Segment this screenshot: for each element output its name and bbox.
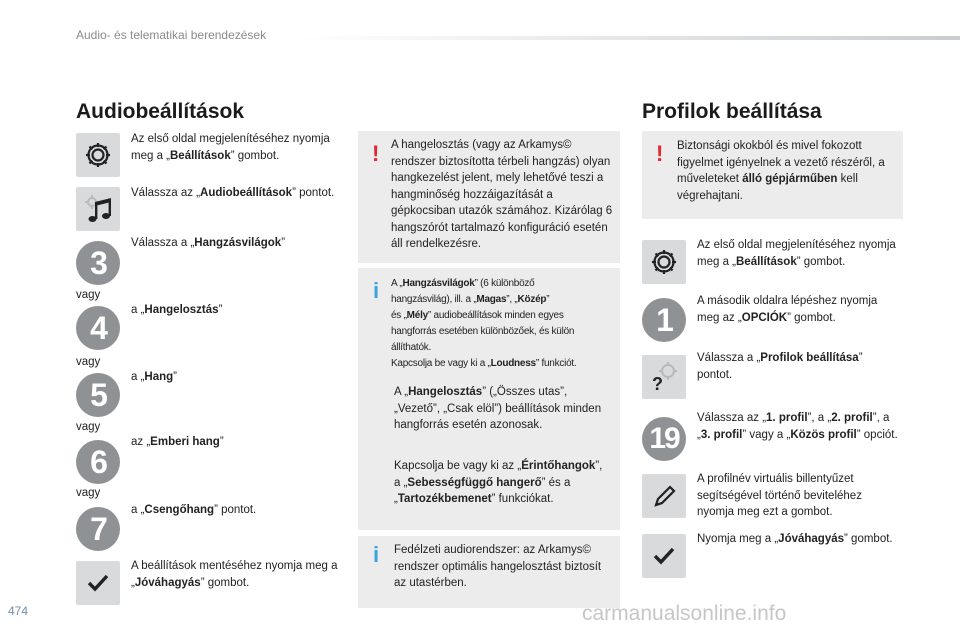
left-step-4: a „Hangelosztás” xyxy=(131,304,223,316)
music-note-icon xyxy=(76,187,120,231)
info-panel-arkamys xyxy=(358,536,620,608)
or-label: vagy xyxy=(76,356,101,368)
left-step-6: az „Emberi hang” xyxy=(131,436,224,448)
info-icon: i xyxy=(373,542,380,567)
left-step-3: Válassza a „Hangzásvilágok” xyxy=(131,237,286,249)
right-step-6: Nyomja meg a „Jóváhagyás” gombot. xyxy=(697,533,893,545)
step-number-badge: 4 xyxy=(76,306,120,350)
or-label: vagy xyxy=(76,487,101,499)
gear-icon xyxy=(76,133,120,177)
speaker-distribution-text: A „Hangelosztás” („Összes utas”, „Vezető”, „Csak elöl”) beállítások minden hangforrás esetén azonosak. xyxy=(394,386,602,431)
info-text: A „Hangzásvilágok” (6 különböző hangzásvilág), ill. a „Magas”, „Közép” és „Mély” audiobeállítások minden egyes hangforrás esetében különbözőek, és külön állíthatók. Kapcsolja be vagy ki a „Loudness” funkciót. xyxy=(391,278,577,369)
left-step-7: a „Csengőhang” pontot. xyxy=(131,504,257,516)
page-number: 474 xyxy=(8,604,29,618)
header-rule xyxy=(300,36,960,40)
svg-text:?: ? xyxy=(652,374,663,394)
warning-panel xyxy=(358,131,620,263)
gear-icon xyxy=(642,240,686,284)
arkamys-text: Fedélzeti audiorendszer: az Arkamys© rendszer optimális hangelosztást biztosít az utastérben. xyxy=(394,544,602,589)
checkmark-icon xyxy=(642,534,686,578)
right-step-5: A profilnév virtuális billentyűzet segítségével történő beviteléhez nyomja meg ezt a gombot. xyxy=(697,473,862,518)
info-panel-continued xyxy=(358,380,620,530)
profile-settings-icon xyxy=(642,355,686,399)
pencil-icon xyxy=(642,474,686,518)
step-number-badge: 1 xyxy=(642,298,686,342)
audio-settings-title: Audiobeállítások xyxy=(76,100,245,123)
warning-exclamation-icon: ! xyxy=(656,141,664,166)
left-step-2: Válassza az „Audiobeállítások” pontot. xyxy=(131,187,335,199)
step-number-badge: 6 xyxy=(76,440,120,484)
right-step-4: Válassza az „1. profil”, a „2. profil”, a „3. profil” vagy a „Közös profil” opciót. xyxy=(697,412,898,441)
step-number-badge: 19 xyxy=(642,417,686,461)
left-step-1: Az első oldal megjelenítéséhez nyomja meg a „Beállítások” gombot. xyxy=(131,133,330,162)
step-number-badge: 7 xyxy=(76,507,120,551)
right-step-3: Válassza a „Profilok beállítása” pontot. xyxy=(697,352,863,381)
warning-exclamation-icon: ! xyxy=(372,141,380,166)
right-step-1: Az első oldal megjelenítéséhez nyomja meg a „Beállítások” gombot. xyxy=(697,239,896,268)
left-step-5: a „Hang” xyxy=(131,371,178,383)
info-icon: i xyxy=(373,278,380,303)
checkmark-icon xyxy=(76,561,120,605)
watermark: carmanualsonline.info xyxy=(582,602,787,625)
profiles-title: Profilok beállítása xyxy=(642,100,822,123)
page-header: Audio- és telematikai berendezések xyxy=(76,28,267,42)
warning-text: A hangelosztás (vagy az Arkamys© rendszer biztosította térbeli hangzás) olyan hangkezelést jelent, mely lehetővé teszi a hangminőség hozzáigazítását a gépkocsiban utazók számához. Kizárólag 6 hangszórót tartalmazó konfiguráció esetén áll rendelkezésre. xyxy=(391,139,613,250)
info-panel xyxy=(358,268,620,380)
touch-tones-text: Kapcsolja be vagy ki az „Érintőhangok”, a „Sebességfüggő hangerő” és a „Tartozékbemenet” funkciókat. xyxy=(394,460,603,505)
or-label: vagy xyxy=(76,289,101,301)
step-number-badge: 5 xyxy=(76,373,120,417)
left-step-8: A beállítások mentéséhez nyomja meg a „Jóváhagyás” gombot. xyxy=(131,560,338,589)
safety-warning-text: Biztonsági okokból és mivel fokozott figyelmet igényelnek a vezető részéről, a műveleteket álló gépjárműben kell végrehajtani. xyxy=(677,140,885,202)
or-label: vagy xyxy=(76,421,101,433)
safety-warning-panel xyxy=(642,131,903,219)
right-step-2: A második oldalra lépéshez nyomja meg az „OPCIÓK” gombot. xyxy=(697,295,878,324)
step-number-badge: 3 xyxy=(76,241,120,285)
